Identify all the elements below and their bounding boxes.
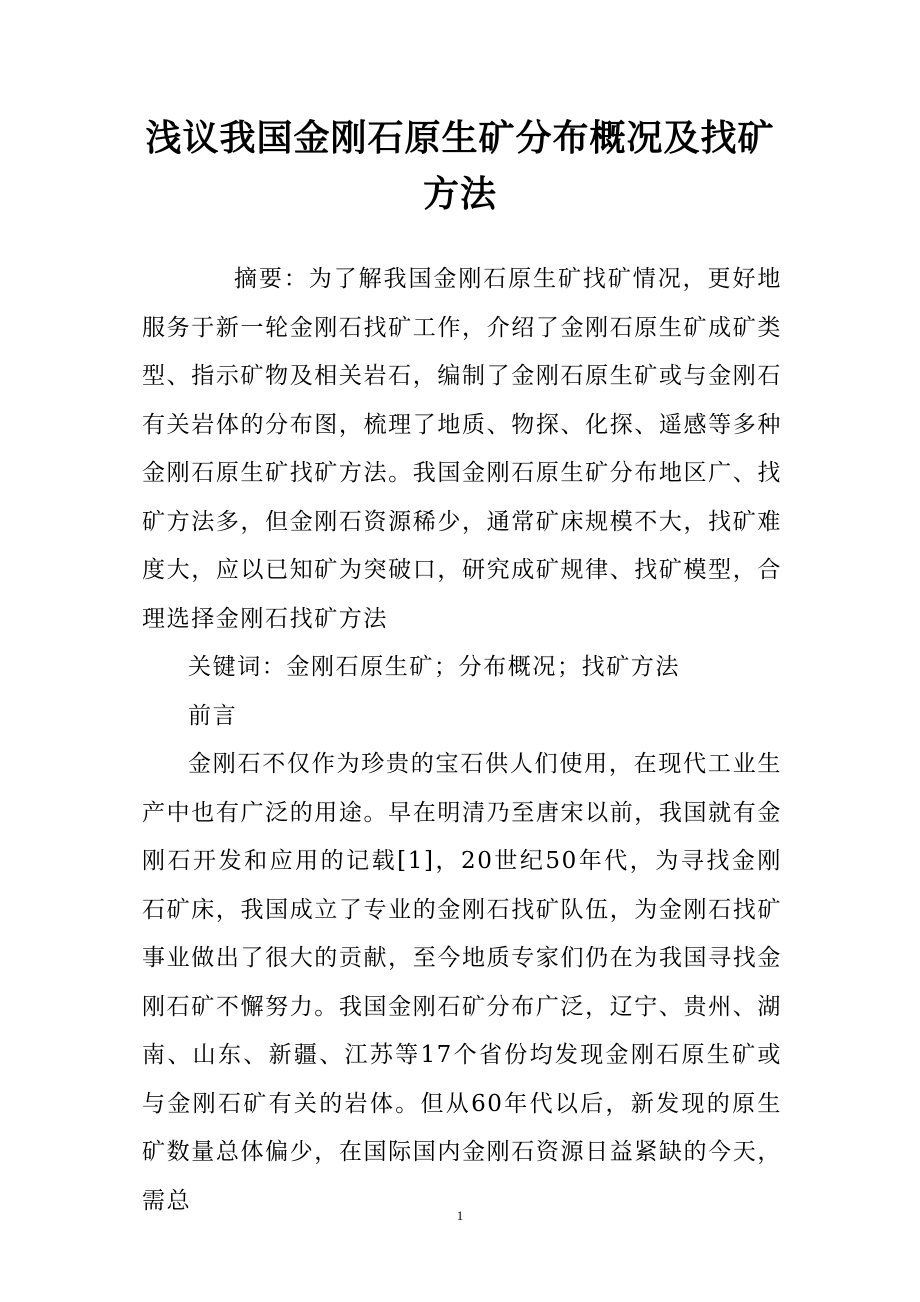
foreword-section bbox=[142, 692, 782, 741]
intro-paragraph: 金刚石不仅作为珍贵的宝石供人们使用，在现代工业生产中也有广泛的用途。早在明清乃至唐宋以前，我国就有金刚石开发和应用的记载[1]，20世纪50年代，为寻找金刚石矿床，我国成立了专业的金刚石找矿队伍，为金刚石找矿事业做出了很大的贡献，至今地质专家们仍在为我国寻找金刚石矿不懈努力。我国金刚石矿分布广泛，辽宁、贵州、湖南、山东、新疆、江苏等17个省份均发现金刚石原生矿或与金刚石矿有关的岩体。但从60年代以后，新发现的原生矿数量总体偏少，在国际国内金刚石资源日益紧缺的今天，需总 bbox=[142, 751, 782, 1214]
keywords-line: 关键词：金刚石原生矿；分布概况；找矿方法 bbox=[188, 654, 680, 680]
abstract-paragraph: 摘要：为了解我国金刚石原生矿找矿情况，更好地服务于新一轮金刚石找矿工作，介绍了金刚石原生矿成矿类型、指示矿物及相关岩石，编制了金刚石原生矿或与金刚石有关岩体的分布图，梳理了地质、物探、化探、遥感等多种金刚石原生矿找矿方法。我国金刚石原生矿分布地区广、找矿方法多，但金刚石资源稀少，通常矿床规模不大，找矿难度大，应以已知矿为突破口，研究成矿规律、找矿模型，合理选择金刚石找矿方法 bbox=[142, 266, 782, 632]
foreword-heading: 前言 bbox=[188, 703, 238, 729]
document-title: 浅议我国金刚石原生矿分布概况及找矿方法 bbox=[145, 117, 775, 215]
intro-section bbox=[142, 740, 782, 1225]
abstract-section bbox=[142, 255, 782, 643]
page-number: 1 bbox=[456, 1208, 464, 1223]
keywords-section bbox=[142, 643, 782, 692]
